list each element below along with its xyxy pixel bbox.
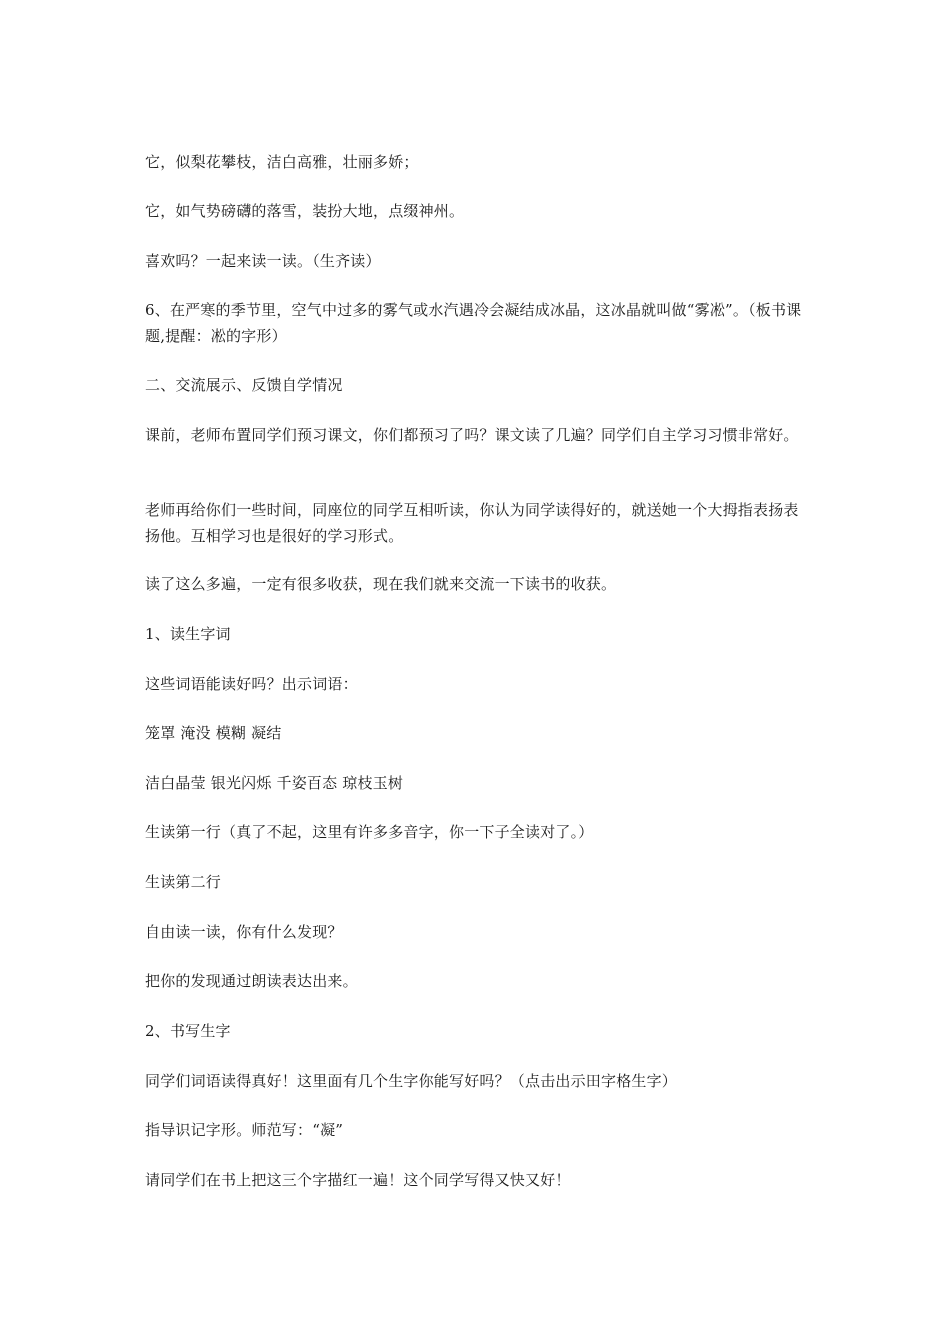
subheading-write-characters: 2、书写生字 — [145, 1022, 231, 1040]
paragraph-7: 老师再给你们一些时间，同座位的同学互相听读，你认为同学读得好的，就送她一个大拇指表扬表扬他。互相学习也是很好的学习形式。 — [145, 501, 799, 545]
paragraph-16: 把你的发现通过朗读表达出来。 — [145, 972, 358, 990]
paragraph-3: 喜欢吗？一起来读一读。（生齐读） — [145, 252, 381, 270]
paragraph-2: 它，如气势磅礴的落雪，装扮大地，点缀神州。 — [145, 202, 465, 220]
paragraph-10: 这些词语能读好吗？出示词语： — [145, 675, 358, 693]
paragraph-8: 读了这么多遍，一定有很多收获，现在我们就来交流一下读书的收获。 — [145, 575, 617, 593]
word-list-row-2: 洁白晶莹 银光闪烁 千姿百态 琼枝玉树 — [145, 774, 404, 792]
paragraph-18: 同学们词语读得真好！这里面有几个生字你能写好吗？（点击出示田字格生字） — [145, 1072, 678, 1090]
paragraph-1: 它，似梨花攀枝，洁白高雅，壮丽多娇； — [145, 153, 419, 171]
paragraph-19: 指导识记字形。师范写：“凝” — [145, 1121, 344, 1139]
section-heading-2: 二、交流展示、反馈自学情况 — [145, 376, 343, 394]
subheading-read-words: 1、读生字词 — [145, 625, 231, 643]
paragraph-20: 请同学们在书上把这三个字描红一遍！这个同学写得又快又好！ — [145, 1171, 571, 1189]
paragraph-13: 生读第一行（真了不起，这里有许多多音字，你一下子全读对了。） — [145, 823, 594, 841]
word-list-row-1: 笼罩 淹没 模糊 凝结 — [145, 724, 282, 742]
paragraph-15: 自由读一读，你有什么发现？ — [145, 923, 343, 941]
paragraph-6: 课前，老师布置同学们预习课文，你们都预习了吗？课文读了几遍？同学们自主学习习惯非常好。 — [145, 426, 799, 444]
paragraph-14: 生读第二行 — [145, 873, 222, 891]
paragraph-4: 6、在严寒的季节里，空气中过多的雾气或水汽遇冷会凝结成冰晶，这冰晶就叫做“雾凇”。（板书课题,提醒：凇的字形） — [145, 301, 802, 345]
